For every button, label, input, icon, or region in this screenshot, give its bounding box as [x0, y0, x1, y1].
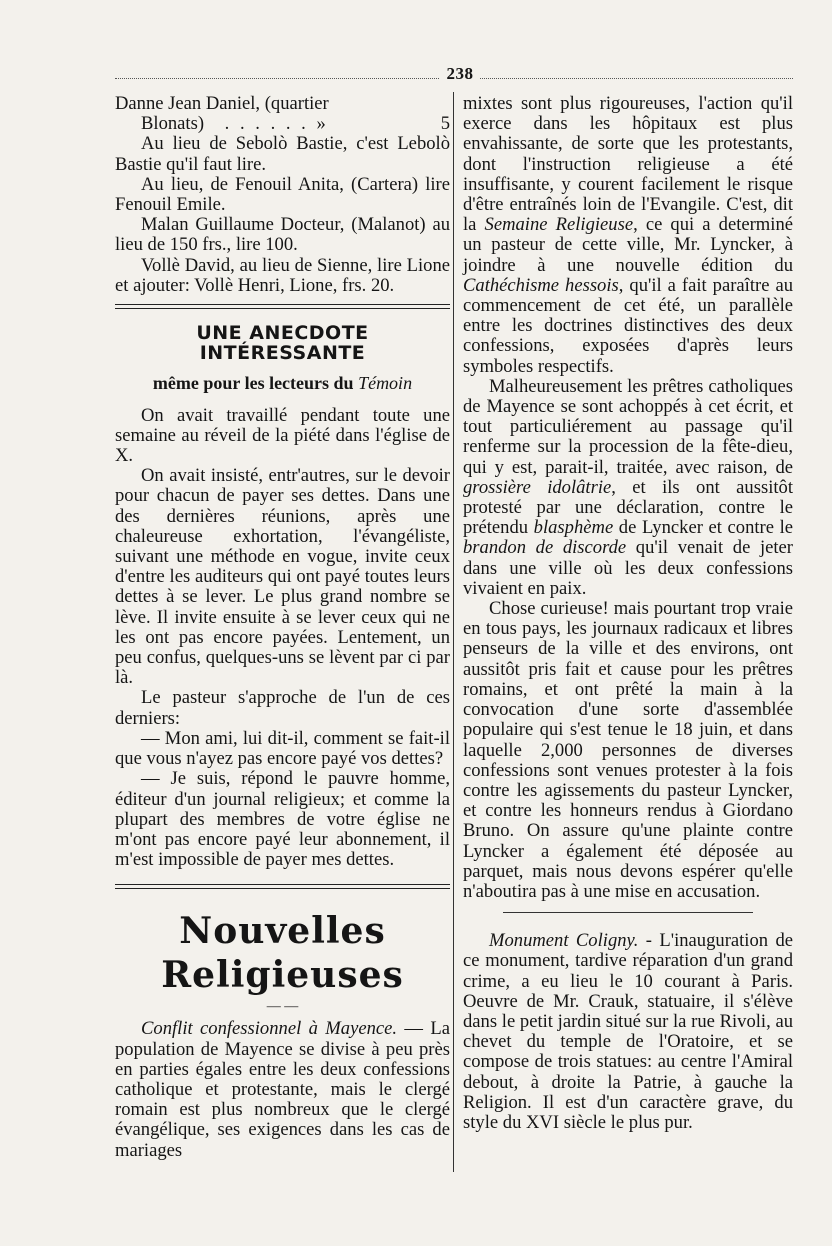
text-run: Malheureusement les prêtres catholiques de Mayence se sont achoppés à cet écrit, et tout particuliérement au passage qu'il renferme sur la procession de la fête-dieu, qui y est, parait-il, traitée, avec raison, de — [463, 375, 793, 478]
errata-entry-3: Au lieu, de Fenouil Anita, (Cartera) lire Fenouil Emile. — [115, 173, 450, 216]
anecdote-paragraph: Le pasteur s'approche de l'un de ces derniers: — [115, 687, 450, 729]
text-run: , qu'il a fait paraître au commencement de cet été, un parallèle entre les doctrines distinctives des deux confessions, exposées d'après leurs symboles respectifs. — [463, 274, 793, 377]
errata-entry-line1: Danne Jean Daniel, (quartier — [115, 93, 329, 114]
anecdote-subtitle-prefix: même pour les lecteurs du — [152, 373, 354, 394]
section-heading-dash: — — — [266, 999, 299, 1015]
text-run: mixtes sont plus rigoureuses, l'action qu'il exerce dans les hôpitaux est plus envahissante, de sorte que les protestants, dont l'instruction religieuse a été insuffisante, y courent facilement le risque d'être entraînés loin de l'Evangile. C'est, dit la — [463, 93, 793, 236]
journal-title: Semaine Religieuse — [484, 214, 634, 236]
errata-entry-5: Vollè David, au lieu de Sienne, lire Lione et ajouter: Vollè Henri, Lione, frs. 20. — [115, 254, 450, 296]
section-heading: Nouvelles Religieuses — [161, 910, 404, 997]
section-rule — [115, 304, 450, 309]
errata-entry-2: Au lieu de Sebolò Bastie, c'est Lebolò Bastie qu'il faut lire. — [115, 133, 450, 175]
anecdote-subtitle — [115, 373, 450, 393]
errata-amount: 5 — [440, 113, 450, 135]
errata-dots: . . . . . . » — [224, 113, 329, 135]
conflit-paragraph-2 — [463, 377, 793, 599]
coligny-article — [463, 931, 793, 1133]
anecdote-paragraph: On avait travaillé pendant toute une semaine au réveil de la piété dans l'église de X. — [115, 404, 450, 467]
section-rule — [115, 884, 450, 889]
text-run: , ce qui a determiné un pasteur de cette ville, Mr. Lyncker, à joindre à une nouvelle édition du — [463, 214, 793, 276]
text-run: qu'il venait de jeter dans une ville où les deux confessions vivaient en paix. — [463, 537, 793, 599]
book-title: Cathéchisme hessois — [463, 274, 619, 296]
coligny-text: - L'inauguration de ce monument, tardive réparation d'un grand crime, a eu lieu le 10 courant à Paris. Oeuvre de Mr. Crauk, statuaire, il s'élève dans le petit jardin situé sur la rue Rivoli, au chevet du temple de l'Oratoire, et se compose de trois statues: au centre l'Amiral debout, à droite la Patrie, à gauche la Religion. Il est d'un caractère grave, du style du XVI siècle le plus pur. — [463, 930, 794, 1133]
conflit-title: Conflit confessionnel à Mayence. — [141, 1018, 398, 1040]
left-column — [115, 94, 450, 1161]
anecdote-body — [115, 406, 450, 871]
text-run: , et ils ont aussitôt protesté par une déclaration, contre le prétendu — [463, 476, 793, 539]
conflit-continued — [463, 94, 793, 377]
anecdote-paragraph: — Mon ami, lui dit-il, comment se fait-il que vous n'ayez pas encore payé vos dettes? — [115, 727, 450, 770]
coligny-title: Monument Coligny. — [489, 930, 639, 952]
right-column — [463, 94, 793, 1133]
errata-entry-4: Malan Guillaume Docteur, (Malanot) au lieu de 150 frs., lire 100. — [115, 214, 450, 256]
anecdote-paragraph: — Je suis, répond le pauvre homme, éditeur d'un journal religieux; et comme la plupart des membres de votre église ne m'ont pas encore payé leur abonnement, il m'est impossible de payer mes dettes. — [115, 768, 450, 871]
italic-phrase: grossière idolâtrie — [463, 476, 612, 498]
errata-entry-1 — [115, 94, 450, 134]
conflit-article — [115, 1019, 450, 1160]
italic-phrase: blasphème — [533, 517, 614, 539]
anecdote-paragraph: On avait insisté, entr'autres, sur le devoir pour chacun de payer ses dettes. Dans une des dernières réunions, après une chaleureuse exhortation, l'évangéliste, suivant une méthode en vogue, invite ceux d'entre les auditeurs qui ont payé toutes leurs dettes à se lever. Le plus grand nombre se lève. Il invite ensuite à se lever ceux qui ne les ont pas encore payées. Lentement, un peu confus, quelques-uns se lèvent par ci par là. — [115, 465, 450, 689]
anecdote-subtitle-journal: Témoin — [358, 373, 413, 394]
errata-list — [115, 94, 450, 296]
column-divider — [453, 92, 454, 1172]
page-number: 238 — [440, 64, 480, 84]
article-rule — [503, 912, 753, 913]
italic-phrase: brandon de discorde — [463, 537, 627, 559]
anecdote-title: UNE ANECDOTE INTÉRESSANTE — [196, 322, 369, 365]
conflit-paragraph-3: Chose curieuse! mais pourtant trop vraie en tous pays, les journaux radicaux et libres penseurs de la ville et des environs, ont aussitôt pris fait et cause pour les prêtres romains, et ont prêté la main à la convocation d'une sorte d'assemblée populaire qui s'est tenue le 18 juin, et dans laquelle 2,000 personnes de diverses confessions sont venues protester à la fois contre les agissements du pasteur Lyncker, et contre les honneurs rendus à Giordano Bruno. On assure qu'une plainte contre Lyncker a également été déposée au parquet, mais nous devons espérer qu'elle n'aboutira pas à une mise en accusation. — [463, 598, 793, 902]
text-run: de Lyncker et contre le — [613, 517, 794, 539]
errata-entry-line2: Blonats) — [141, 113, 205, 135]
conflit-text: — La population de Mayence se divise à peu près en parties égales entre les deux confessions catholique et protestante, mais le clergé romain est plus nombreux que le clergé évangélique, ses exigences dans les cas de mariages — [115, 1018, 450, 1161]
